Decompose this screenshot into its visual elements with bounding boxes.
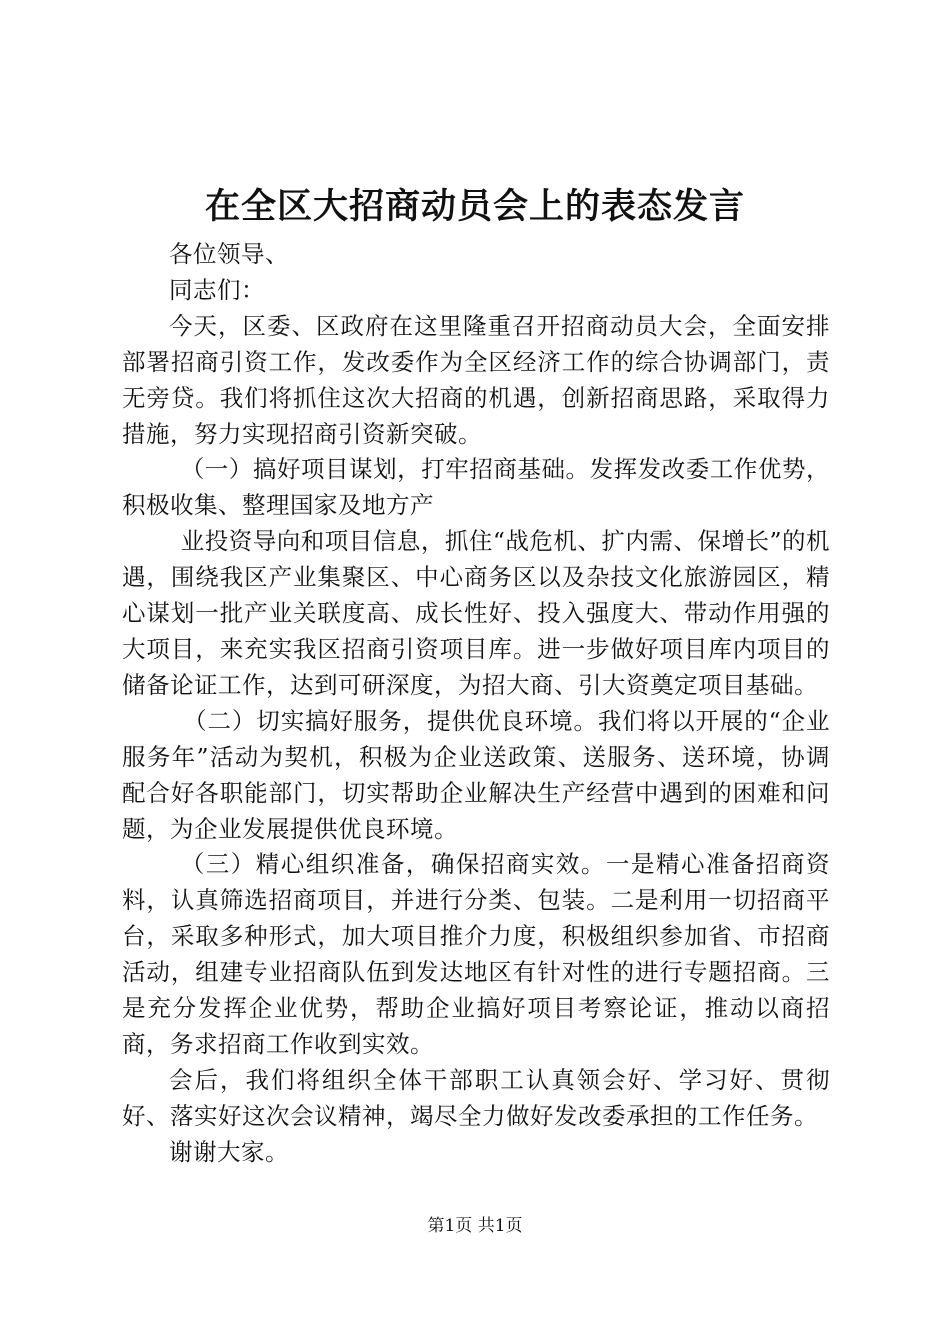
salutation-comrades: 同志们：	[169, 275, 265, 304]
paragraph-section-2: （二）切实搞好服务，提供优良环境。我们将以开展的“企业服务年”活动为契机，积极为企业送政策、送服务、送环境，协调配合好各职能部门，切实帮助企业解决生产经营中遇到的困难和问题，为企业发展提供优良环境。	[122, 706, 830, 843]
paragraph-section-3: （三）精心组织准备，确保招商实效。一是精心准备招商资料，认真筛选招商项目，并进行分类、包装。二是利用一切招商平台，采取多种形式，加大项目推介力度，积极组织参加省、市招商活动，组建专业招商队伍到发达地区有针对性的进行专题招商。三是充分发挥企业优势，帮助企业搞好项目考察论证，推动以商招商，务求招商工作收到实效。	[122, 850, 830, 1058]
thanks-line: 谢谢大家。	[169, 1137, 289, 1166]
paragraph-section-1-start: （一）搞好项目谋划，打牢招商基础。发挥发改委工作优势，积极收集、整理国家及地方产	[122, 455, 830, 520]
document-title: 在全区大招商动员会上的表态发言	[204, 186, 745, 227]
document-body	[122, 237, 830, 1171]
salutation-leaders: 各位领导、	[169, 240, 289, 268]
paragraph-closing: 会后，我们将组织全体干部职工认真领会好、学习好、贯彻好、落实好这次会议精神，竭尽全力做好发改委承担的工作任务。	[122, 1065, 830, 1130]
paragraph-section-1-continued: 业投资导向和项目信息，抓住“战危机、扩内需、保增长”的机遇，围绕我区产业集聚区、中心商务区以及杂技文化旅游园区，精心谋划一批产业关联度高、成长性好、投入强度大、带动作用强的大项目，来充实我区招商引资项目库。进一步做好项目库内项目的储备论证工作，达到可研深度，为招大商、引大资奠定项目基础。	[122, 527, 830, 699]
paragraph-intro: 今天，区委、区政府在这里隆重召开招商动员大会，全面安排部署招商引资工作，发改委作为全区经济工作的综合协调部门，责无旁贷。我们将抓住这次大招商的机遇，创新招商思路，采取得力措施，努力实现招商引资新突破。	[122, 311, 830, 448]
page-footer: 第1页 共1页	[427, 1216, 523, 1236]
